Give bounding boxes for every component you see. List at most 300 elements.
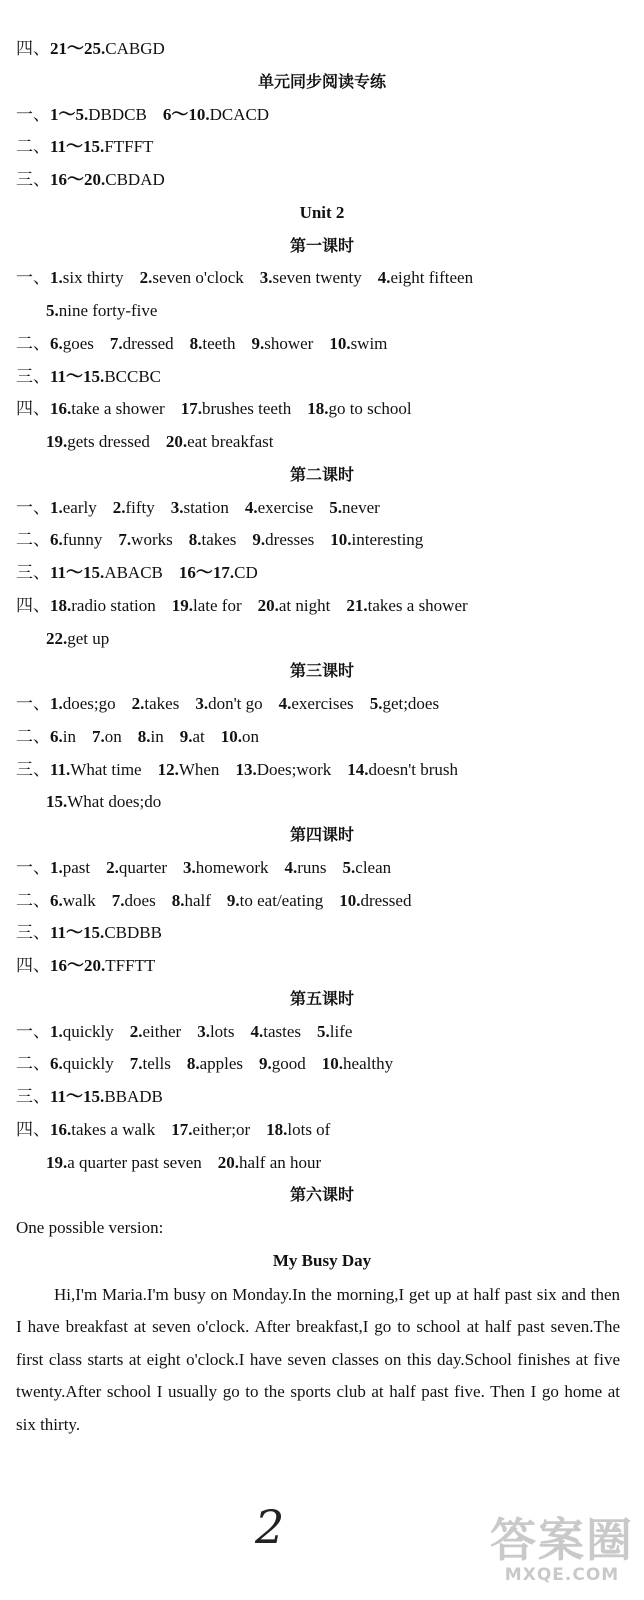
question-number: 2. [112, 497, 126, 517]
answer-item [329, 498, 380, 517]
question-number: 2. [106, 857, 119, 877]
answer-item [171, 498, 229, 517]
answer-item [322, 1054, 393, 1073]
section-marker: 四、 [16, 399, 50, 419]
question-number: 18. [266, 1119, 288, 1139]
question-number: 21～25. [50, 39, 106, 58]
answer-text: at [192, 726, 205, 746]
answer-text: early [62, 497, 97, 517]
answer-item [259, 1054, 306, 1073]
title: My Busy Day [272, 1250, 372, 1270]
question-number: 7. [129, 1054, 143, 1074]
answer-text: dressed [360, 890, 412, 910]
answer-item [50, 1054, 114, 1073]
answer-item [110, 334, 174, 353]
answer-item [307, 399, 411, 418]
answer-text: fifty [125, 497, 155, 517]
question-number: 3. [183, 857, 196, 877]
answer-text: takes a shower [367, 595, 468, 615]
answer-item [50, 268, 124, 287]
question-number: 11. [50, 759, 71, 779]
question-number: 19. [46, 1152, 68, 1172]
answer-text: take a shower [71, 399, 165, 419]
answer-row [16, 689, 628, 719]
answer-item [190, 334, 236, 353]
question-number: 1. [50, 1021, 63, 1041]
answer-item [347, 760, 458, 779]
answer-text: past [62, 857, 91, 877]
section-heading: 单元同步阅读专练 [257, 71, 386, 91]
answer-item [218, 1153, 321, 1172]
answer-row [16, 1115, 628, 1145]
question-number: 7. [111, 890, 125, 910]
question-number: 11～15. [50, 923, 105, 943]
question-number: 16～20. [50, 956, 106, 975]
answer-row [16, 591, 628, 621]
answer-row [16, 558, 628, 588]
answer-text: tastes [263, 1021, 302, 1041]
answer-row [16, 165, 628, 195]
answer-text: half an hour [239, 1152, 322, 1172]
question-number: 10. [339, 890, 361, 910]
answer-item [179, 563, 258, 582]
answer-row [16, 853, 628, 883]
question-number: 3. [259, 268, 273, 288]
answer-item [251, 1022, 302, 1041]
answer-text: never [342, 497, 380, 517]
answer-row [46, 427, 628, 457]
question-number: 8. [171, 890, 185, 910]
answer-text: funny [62, 530, 103, 550]
answer-text: to eat/eating [239, 890, 324, 910]
answer-text: When [178, 759, 220, 779]
answer-text: BCCBC [104, 366, 162, 386]
section-heading: 第一课时 [289, 235, 354, 255]
answer-item [195, 694, 262, 713]
section-heading: 第五课时 [289, 988, 354, 1008]
answer-row [16, 886, 628, 916]
section-heading: 第三课时 [289, 661, 354, 681]
answer-row [46, 296, 628, 326]
answer-text: radio station [71, 595, 156, 615]
answer-item [235, 760, 331, 779]
answer-item [279, 694, 354, 713]
question-number: 3. [170, 497, 184, 517]
answer-text: seven twenty [272, 268, 362, 288]
section-marker: 一、 [16, 268, 50, 288]
section-marker: 一、 [16, 857, 50, 877]
answer-row [46, 624, 628, 654]
question-number: 2. [131, 694, 145, 713]
question-number: 4. [244, 497, 258, 517]
answer-item [50, 956, 155, 975]
answer-item [172, 891, 211, 910]
answer-text: clean [355, 857, 392, 877]
answer-text: exercise [257, 497, 314, 517]
section-heading: 第四课时 [289, 825, 354, 844]
answer-item [251, 334, 313, 353]
answer-item [50, 137, 153, 156]
section-heading: 第二课时 [289, 464, 354, 484]
question-number: 13. [235, 759, 257, 779]
answer-text: goes [62, 333, 94, 353]
question-number: 8. [188, 530, 202, 550]
answer-item [46, 432, 150, 451]
answer-item [140, 268, 244, 287]
answer-text: half [184, 890, 211, 910]
answer-row [46, 1148, 628, 1178]
answer-item [339, 891, 411, 910]
section-marker: 三、 [16, 170, 50, 189]
answer-text: homework [195, 857, 269, 877]
answer-item [46, 1153, 202, 1172]
answer-item [50, 1087, 163, 1106]
question-number: 7. [109, 333, 123, 353]
answer-row [16, 1082, 628, 1112]
question-number: 5. [317, 1021, 330, 1041]
answer-item [50, 334, 94, 353]
answer-text: either [142, 1021, 182, 1041]
answer-item [221, 727, 259, 746]
question-number: 16～20. [50, 170, 106, 189]
question-number: 2. [129, 1021, 143, 1041]
question-number: 4. [377, 268, 391, 288]
answer-text: get up [67, 628, 110, 648]
answer-item [227, 891, 323, 910]
section-marker: 二、 [16, 333, 50, 353]
answer-text: walk [62, 890, 96, 910]
answer-text: eight fifteen [390, 268, 474, 288]
answer-item [50, 923, 162, 942]
section-marker: 一、 [16, 694, 50, 713]
section-marker: 三、 [16, 1087, 50, 1106]
answer-item [50, 399, 165, 418]
question-number: 1. [50, 857, 63, 877]
answer-text: good [271, 1054, 306, 1074]
answer-item [166, 432, 274, 451]
section-marker: 二、 [16, 726, 50, 746]
answer-text: on [242, 726, 259, 746]
question-number: 5. [342, 857, 356, 877]
answer-text: BBADB [104, 1087, 163, 1106]
question-number: 9. [179, 726, 193, 746]
question-number: 11～15. [50, 366, 105, 386]
answer-row [16, 493, 628, 523]
answer-text: DCACD [209, 104, 270, 124]
answer-row [46, 787, 628, 817]
answer-text: seven o'clock [152, 268, 244, 288]
answer-text: get;does [382, 694, 440, 713]
answer-item [50, 891, 96, 910]
question-number: 22. [46, 628, 68, 648]
question-number: 6. [50, 1054, 63, 1074]
answer-text: exercises [291, 694, 354, 713]
answer-text: works [131, 530, 173, 550]
section-marker: 一、 [16, 1021, 50, 1041]
answer-item [50, 858, 90, 877]
answer-item [50, 367, 161, 386]
answer-item [258, 596, 331, 615]
question-number: 9. [251, 333, 265, 353]
section-marker: 一、 [16, 104, 50, 124]
question-number: 14. [347, 759, 369, 779]
note-text: One possible version: [16, 1218, 164, 1237]
answer-item [330, 530, 423, 549]
answer-text: tells [142, 1054, 171, 1074]
question-number: 16. [50, 1119, 72, 1139]
answer-item [50, 727, 76, 746]
answer-text: DBDCB [88, 104, 147, 124]
answer-text: either;or [192, 1119, 251, 1139]
answer-text: six thirty [62, 268, 124, 288]
answer-text: ABACB [104, 563, 163, 582]
answer-text: teeth [202, 333, 236, 353]
answer-item [132, 694, 180, 713]
question-number: 20. [165, 432, 188, 451]
answer-text: quickly [62, 1054, 114, 1074]
answer-text: CBDAD [105, 170, 165, 189]
answer-text: quickly [62, 1021, 114, 1041]
answer-text: does;go [62, 694, 116, 713]
answer-text: takes [201, 530, 237, 550]
question-number: 1. [50, 497, 63, 517]
question-number: 6～10. [162, 104, 210, 124]
section-marker: 二、 [16, 137, 50, 157]
question-number: 21. [346, 595, 368, 615]
answer-item [50, 498, 97, 517]
answer-item [317, 1022, 352, 1041]
section-marker: 二、 [16, 1054, 50, 1074]
answer-text: takes a walk [71, 1119, 156, 1139]
answer-item [266, 1120, 330, 1139]
answer-text: swim [350, 333, 388, 353]
answer-row [16, 329, 628, 359]
answer-item [181, 399, 291, 418]
question-number: 9. [252, 530, 266, 550]
question-number: 4. [278, 694, 292, 713]
answer-text: in [150, 726, 164, 746]
answer-text: eat breakfast [187, 432, 274, 451]
answer-item [378, 268, 473, 287]
answer-row [16, 394, 628, 424]
answer-text: nine forty-five [58, 301, 158, 320]
answer-text: station [183, 497, 229, 517]
answer-row [16, 1049, 628, 1079]
answer-item [50, 105, 147, 124]
answer-text: on [104, 726, 122, 746]
answer-text: quarter [118, 857, 168, 877]
question-number: 1. [50, 268, 63, 288]
answer-item [112, 891, 156, 910]
answer-text: What does;do [67, 792, 162, 812]
answer-item [46, 629, 109, 648]
question-number: 19. [171, 595, 194, 615]
title: Unit 2 [299, 202, 345, 222]
section-marker: 四、 [16, 1119, 50, 1139]
question-number: 11～15. [50, 563, 105, 582]
answer-text: dressed [122, 333, 174, 353]
answer-row [16, 132, 628, 162]
answer-item [245, 498, 313, 517]
answer-item [92, 727, 122, 746]
question-number: 6. [50, 726, 63, 746]
answer-text: doesn't brush [368, 759, 459, 779]
question-number: 8. [189, 333, 203, 353]
section-marker: 四、 [16, 39, 50, 58]
answer-row [16, 525, 628, 555]
question-number: 1. [50, 694, 63, 713]
answer-text: apples [199, 1054, 244, 1074]
answer-item [329, 334, 387, 353]
answer-item [118, 530, 172, 549]
answer-item [46, 301, 157, 320]
watermark-site: MXQE.COM [504, 1565, 620, 1585]
question-number: 4. [284, 857, 298, 877]
question-number: 5. [329, 497, 343, 517]
answer-item [252, 530, 314, 549]
answer-item [187, 1054, 243, 1073]
question-number: 6. [50, 530, 63, 550]
answer-text: shower [264, 333, 314, 353]
answer-item [50, 563, 163, 582]
section-marker: 三、 [16, 366, 50, 386]
answer-item [180, 727, 205, 746]
question-number: 11～15. [50, 1087, 105, 1106]
answer-text: FTFFT [104, 137, 154, 157]
answer-text: a quarter past seven [67, 1152, 202, 1172]
question-number: 18. [50, 595, 72, 615]
answer-item [50, 760, 142, 779]
answer-text: healthy [343, 1054, 394, 1074]
question-number: 10. [321, 1054, 344, 1074]
watermark-logo [490, 1515, 634, 1585]
answer-item [346, 596, 467, 615]
answer-item [46, 792, 161, 811]
question-number: 20. [257, 595, 279, 615]
answer-text: CABGD [105, 39, 165, 58]
section-marker: 二、 [16, 530, 50, 550]
question-number: 7. [118, 530, 132, 550]
answer-text: interesting [351, 530, 424, 550]
answer-row [16, 722, 628, 752]
answer-row [16, 362, 628, 392]
essay-paragraph: Hi,I'm Maria.I'm busy on Monday.In the morning,I get up at half past six and then I have breakfast at seven o'clock. After breakfast,I go to school at half past seven.The first class starts at eight o'clock.I have seven classes on this day.School finishes at five twenty.After school I usually go to the sports club at half past five. Then I go home at six thirty. [16, 1284, 620, 1434]
question-number: 18. [307, 399, 329, 419]
question-number: 16. [50, 399, 72, 419]
section-marker: 二、 [16, 890, 50, 910]
question-number: 2. [139, 268, 153, 288]
section-marker: 四、 [16, 956, 50, 975]
answer-row [16, 755, 628, 785]
answer-text: in [62, 726, 76, 746]
question-number: 17. [180, 399, 202, 419]
question-number: 3. [197, 1021, 210, 1041]
answer-item [50, 170, 165, 189]
answer-text: late for [193, 595, 242, 615]
answer-text: brushes teeth [201, 399, 292, 419]
question-number: 10. [330, 530, 352, 550]
answer-text: dresses [265, 530, 315, 550]
answer-text: don't go [208, 694, 263, 713]
question-number: 7. [91, 726, 105, 746]
answer-text: gets dressed [67, 432, 150, 451]
answer-text: lots [209, 1021, 235, 1041]
answer-text: runs [297, 857, 327, 877]
question-number: 9. [259, 1054, 272, 1074]
page-number-handwritten: 2 [255, 1500, 285, 1554]
answer-text: CBDBB [104, 923, 162, 943]
answer-row [16, 100, 628, 130]
answer-text: TFFTT [105, 956, 156, 975]
answer-item [106, 858, 167, 877]
answer-item [50, 694, 116, 713]
answer-item [130, 1054, 171, 1073]
question-number: 20. [217, 1152, 240, 1172]
answer-item [50, 596, 156, 615]
answer-item [172, 596, 242, 615]
question-number: 15. [46, 792, 68, 812]
question-number: 5. [46, 301, 59, 320]
answer-row [16, 951, 628, 981]
question-number: 16～17. [178, 563, 235, 582]
answer-item [197, 1022, 234, 1041]
answer-text: lots of [287, 1119, 331, 1139]
question-number: 3. [195, 694, 209, 713]
answer-row [16, 918, 628, 948]
answer-row [16, 34, 628, 64]
answer-text: What time [70, 759, 142, 779]
answer-item [50, 1120, 155, 1139]
question-number: 17. [171, 1119, 193, 1139]
answer-item [138, 727, 164, 746]
question-number: 12. [157, 759, 179, 779]
answer-item [113, 498, 155, 517]
question-number: 10. [220, 726, 242, 746]
answer-item [50, 1022, 114, 1041]
answer-item [163, 105, 269, 124]
section-marker: 四、 [16, 595, 50, 615]
answer-text: life [329, 1021, 353, 1041]
answer-text: go to school [328, 399, 412, 419]
answer-item [158, 760, 220, 779]
answer-item [189, 530, 237, 549]
section-marker: 三、 [16, 563, 50, 582]
question-number: 5. [369, 694, 383, 713]
answer-text: at night [278, 595, 331, 615]
question-number: 6. [50, 333, 63, 353]
answer-row [16, 263, 628, 293]
question-number: 19. [46, 432, 68, 451]
question-number: 1～5. [50, 104, 89, 124]
answer-item [50, 39, 165, 58]
question-number: 10. [329, 333, 351, 353]
question-number: 8. [137, 726, 151, 746]
question-number: 11～15. [50, 137, 105, 157]
question-number: 4. [250, 1021, 264, 1041]
answer-item [171, 1120, 250, 1139]
question-number: 6. [50, 890, 63, 910]
watermark-text: 答案圈 [490, 1513, 634, 1567]
answer-text: takes [144, 694, 180, 713]
answer-item [260, 268, 362, 287]
answer-text: does [124, 890, 156, 910]
question-number: 8. [186, 1054, 200, 1074]
answer-item [183, 858, 268, 877]
section-heading: 第六课时 [289, 1185, 354, 1205]
answer-text: Does;work [256, 759, 332, 779]
section-marker: 一、 [16, 497, 50, 517]
answer-item [50, 530, 102, 549]
